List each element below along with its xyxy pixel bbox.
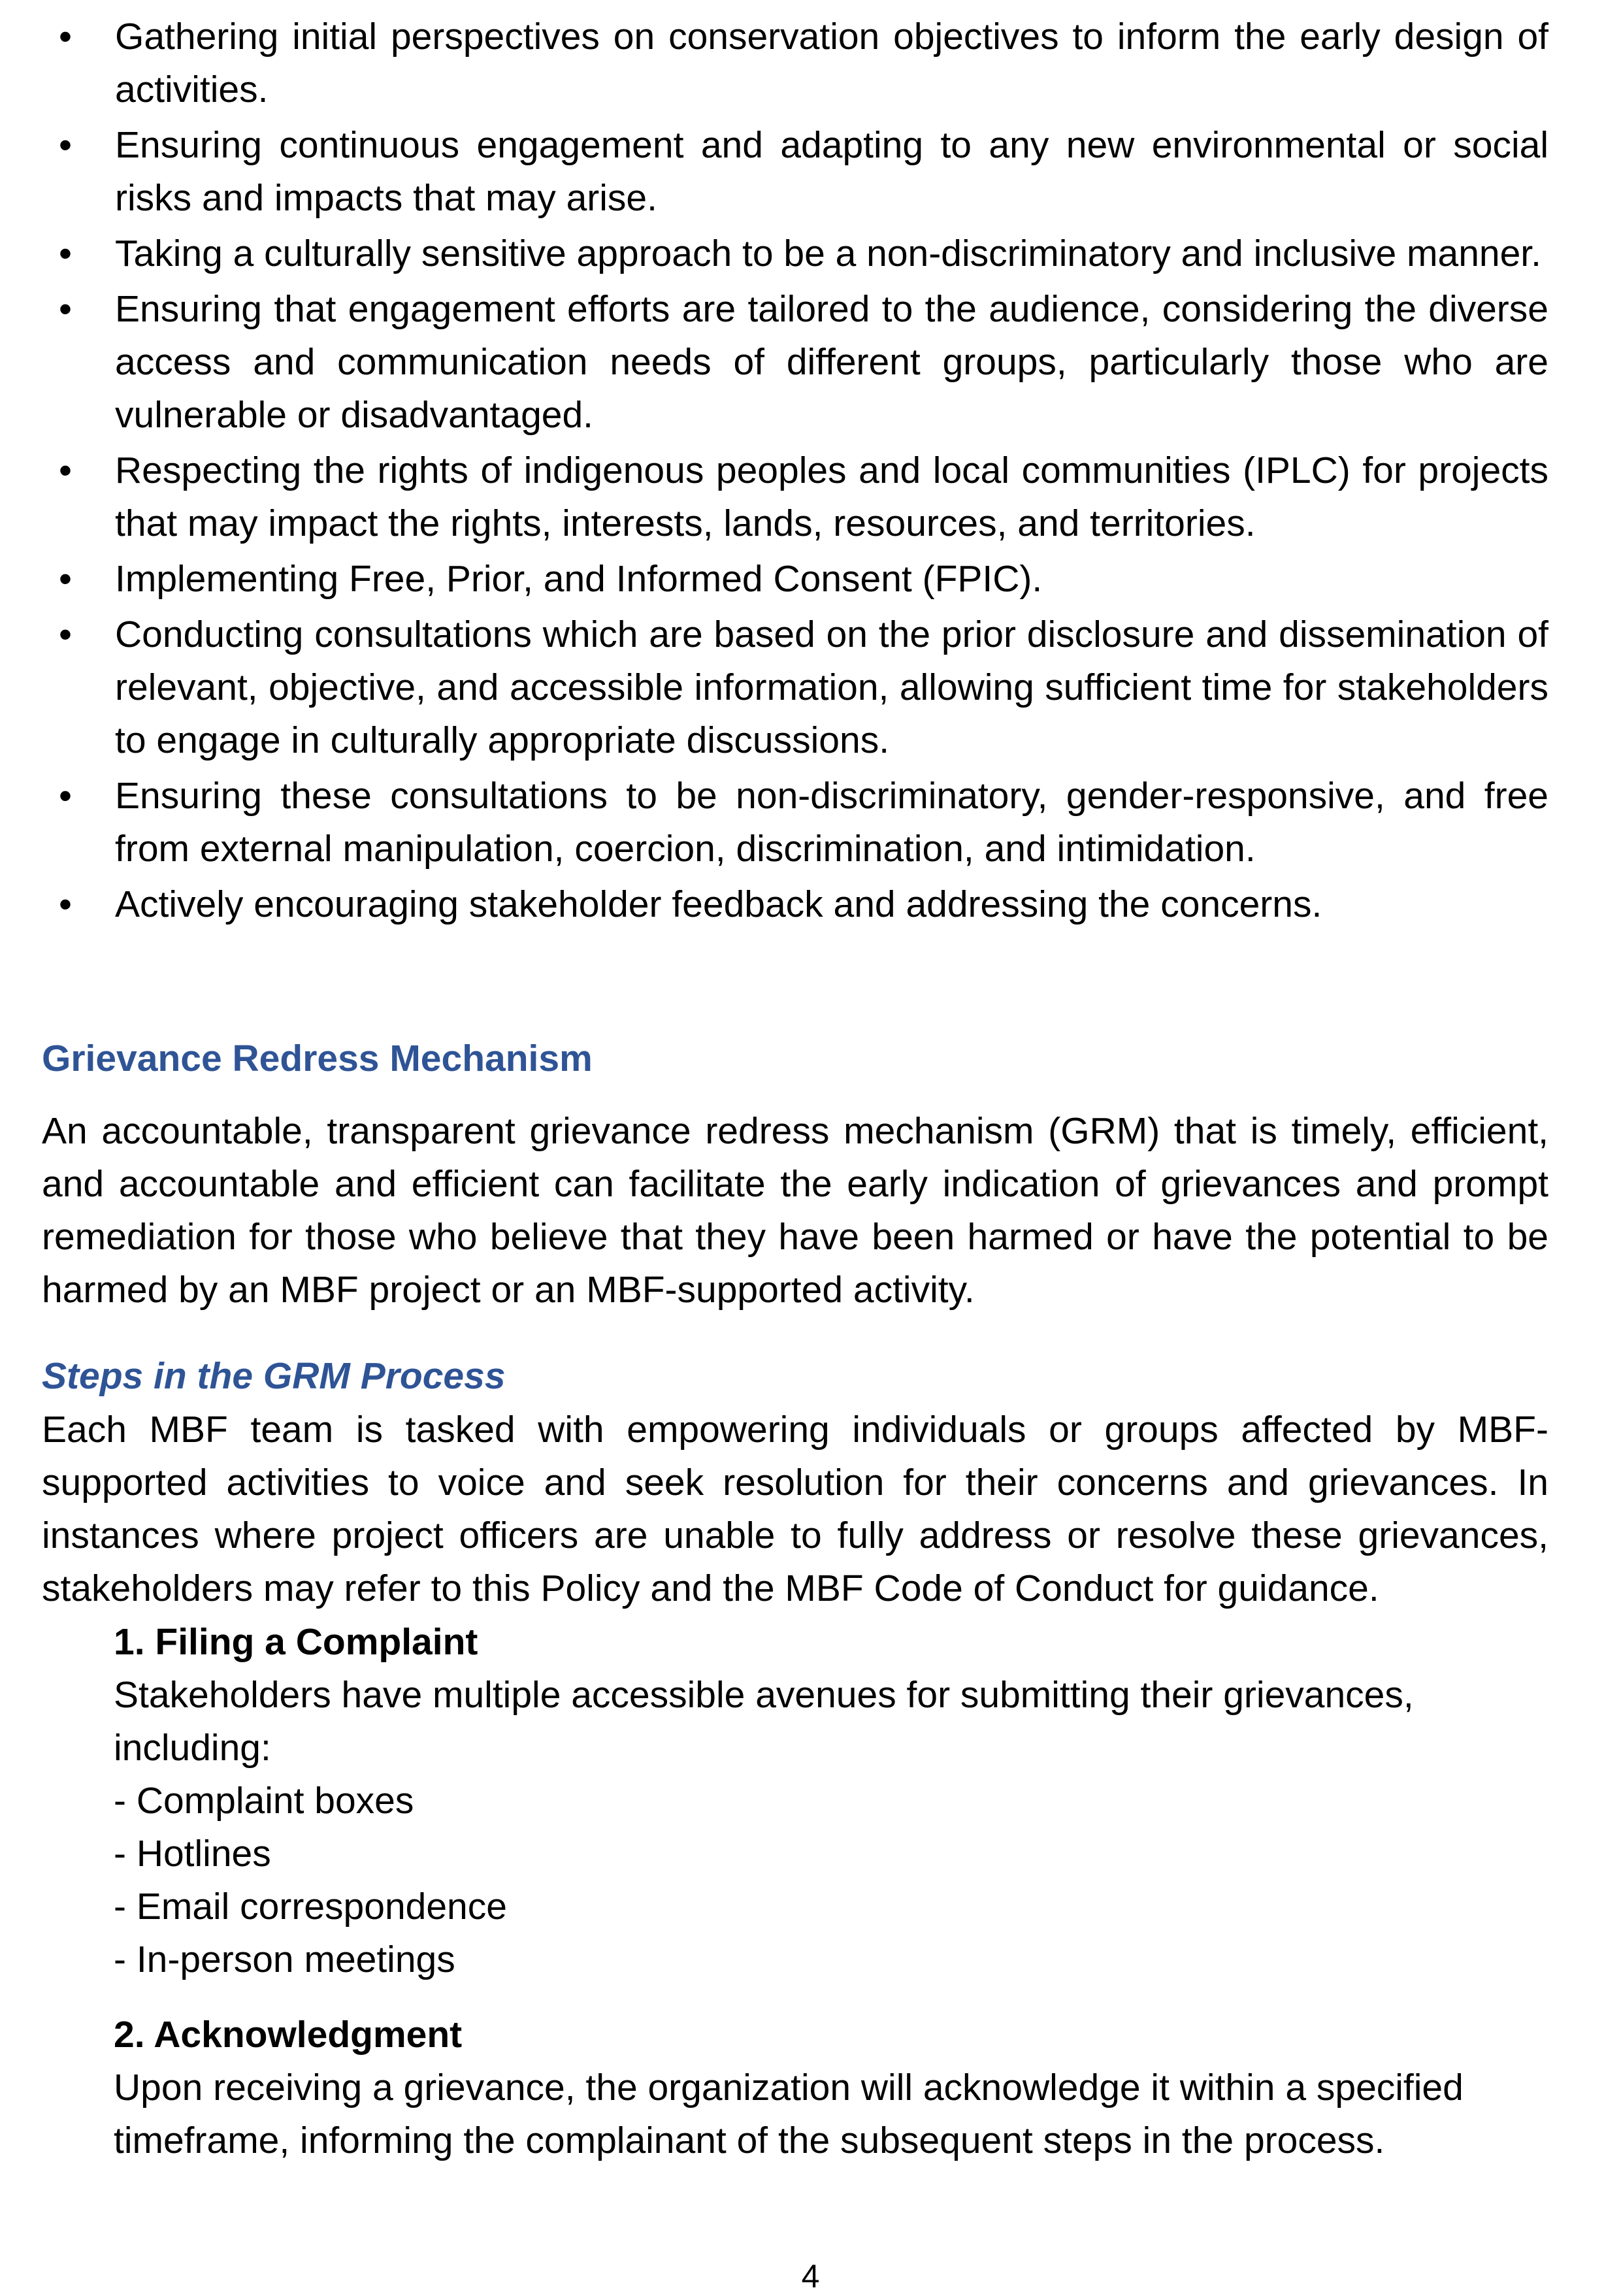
bullet-item — [59, 227, 1548, 280]
bullet-text: Ensuring these consultations to be non-discriminatory, gender-responsive, and free from external manipulation, coercion, discrimination, and intimidation. — [115, 775, 1548, 870]
steps-paragraph: Each MBF team is tasked with empowering individuals or groups affected by MBF-supported activities to voice and seek resolution for their concerns and grievances. In instances where project officers are unable to fully address or resolve these grievances, stakeholders may refer to this Policy and the MBF Code of Conduct for guidance. — [42, 1409, 1548, 1609]
bullet-dot-icon: • — [59, 775, 72, 817]
bullet-item — [59, 10, 1548, 116]
step-text: Stakeholders have multiple accessible avenues for submitting their grievances, — [114, 1674, 1414, 1716]
steps-heading: Steps in the GRM Process — [42, 1355, 506, 1397]
bullet-text: Taking a culturally sensitive approach to be a non-discriminatory and inclusive manner. — [115, 233, 1541, 274]
bullet-item — [59, 444, 1548, 550]
bullet-text: Ensuring that engagement efforts are tailored to the audience, considering the diverse access and communication needs of different groups, particularly those who are vulnerable or disadvantaged. — [115, 288, 1548, 436]
bullet-text: Gathering initial perspectives on conservation objectives to inform the early design of activities. — [115, 16, 1548, 110]
bullet-item — [59, 553, 1548, 606]
bullet-item — [59, 608, 1548, 767]
bullet-text: Actively encouraging stakeholder feedback and addressing the concerns. — [115, 883, 1322, 925]
bullet-item — [59, 119, 1548, 225]
step-title: 2. Acknowledgment — [114, 2014, 463, 2056]
bullet-dot-icon: • — [59, 450, 72, 491]
bullet-item — [59, 770, 1548, 876]
step-text: Upon receiving a grievance, the organization will acknowledge it within a specified — [114, 2067, 1464, 2108]
bullet-dot-icon: • — [59, 124, 72, 166]
bullet-dot-icon: • — [59, 558, 72, 600]
bullet-item — [59, 878, 1548, 931]
bullet-text: Ensuring continuous engagement and adapting to any new environmental or social risks and impacts that may arise. — [115, 124, 1548, 219]
principles-bullet-list — [59, 10, 1548, 934]
step-filing-complaint — [114, 1616, 1548, 1986]
page-number: 4 — [801, 2258, 820, 2295]
bullet-dot-icon: • — [59, 233, 72, 274]
bullet-text: Implementing Free, Prior, and Informed Consent (FPIC). — [115, 558, 1043, 600]
step-text: including: — [114, 1727, 271, 1769]
avenue-item: - In-person meetings — [114, 1939, 455, 1980]
step-title: 1. Filing a Complaint — [114, 1621, 478, 1663]
bullet-dot-icon: • — [59, 883, 72, 925]
step-acknowledgment — [114, 2009, 1548, 2167]
bullet-text: Conducting consultations which are based on the prior disclosure and dissemination of relevant, objective, and accessible information, allowing sufficient time for stakeholders to engage in culturally appropriate discussions. — [115, 614, 1548, 761]
avenue-item: - Hotlines — [114, 1833, 271, 1875]
avenue-item: - Email correspondence — [114, 1886, 507, 1927]
step-text: timeframe, informing the complainant of the subsequent steps in the process. — [114, 2120, 1385, 2161]
avenue-item: - Complaint boxes — [114, 1780, 414, 1822]
grm-paragraph: An accountable, transparent grievance redress mechanism (GRM) that is timely, efficient, and accountable and efficient can facilitate the early indication of grievances and prompt remediation for those who believe that they have been harmed or have the potential to be harmed by an MBF project or an MBF-supported activity. — [42, 1110, 1548, 1311]
bullet-dot-icon: • — [59, 614, 72, 655]
bullet-text: Respecting the rights of indigenous peoples and local communities (IPLC) for projects that may impact the rights, interests, lands, resources, and territories. — [115, 450, 1548, 544]
grm-heading: Grievance Redress Mechanism — [42, 1038, 593, 1079]
bullet-dot-icon: • — [59, 288, 72, 330]
bullet-item — [59, 283, 1548, 442]
bullet-dot-icon: • — [59, 16, 72, 57]
